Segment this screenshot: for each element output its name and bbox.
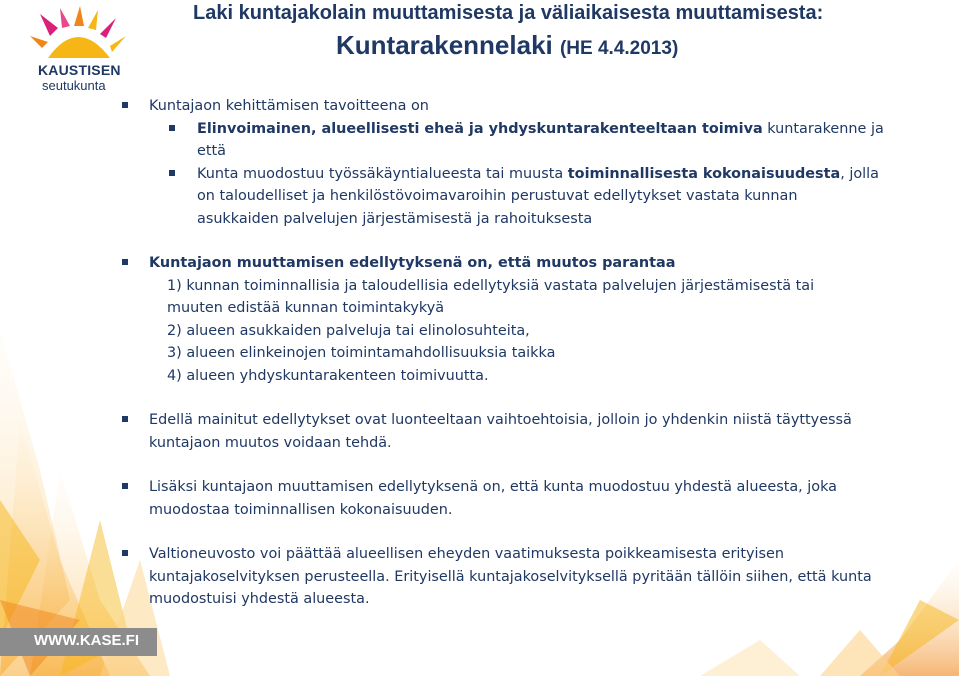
- bullet-1-sub-1: [120, 118, 900, 163]
- bullet-1-sub-2-bold: toiminnallisesta kokonaisuudesta: [567, 165, 841, 182]
- bullet-3-text: Edellä mainitut edellytykset ovat luonteeltaan vaihtoehtoisia, jolloin jo yhdenkin niistä täyttyessä kuntajaon muutos voidaan tehdä.: [149, 412, 852, 451]
- title-sub: (HE 4.4.2013): [559, 38, 679, 59]
- slide-title-line1: Laki kuntajakolain muuttamisesta ja väliaikaisesta muuttamisesta:: [193, 2, 824, 24]
- bullet-4: [120, 476, 900, 521]
- bullet-2-line-4: 3) alueen elinkeinojen toimintamahdollisuuksia taikka: [167, 345, 556, 361]
- bullet-2-heading: Kuntajaon muuttamisen edellytyksenä on, että muutos parantaa: [149, 255, 676, 271]
- bullet-2-line-2: muuten edistää kunnan toimintakykyä: [167, 300, 445, 316]
- logo-text-seutukunta: seutukunta: [42, 78, 106, 93]
- bullet-5-text: Valtioneuvosto voi päättää alueellisen eheyden vaatimuksesta poikkeamisesta erityisen kuntajakoselvityksen perusteella. Erityisellä kuntajakoselvityksellä pyritään tällöin siihen, että kunta muodostuisi yhdestä alueesta.: [149, 546, 872, 607]
- bullet-2-line-1: 1) kunnan toiminnallisia ja taloudellisia edellytyksiä vastata palvelujen järjestämisestä tai: [167, 277, 815, 294]
- bullet-1-sub-2-cont2: asukkaiden palvelujen järjestämisestä ja rahoituksesta: [197, 210, 593, 227]
- bullet-1-sub-2-b: , jolla: [840, 165, 879, 182]
- bullet-1-sub-2-cont1: on taloudelliset ja henkilöstövoimavaroihin perustuvat edellytykset vastata kunnan: [197, 188, 798, 204]
- bullet-1-sub-2-a: Kunta muodostuu työssäkäyntialueesta tai muusta: [197, 165, 568, 182]
- footer-url-link[interactable]: WWW.KASE.FI: [34, 632, 139, 649]
- bullet-3: [120, 409, 900, 454]
- bullet-2: [120, 252, 900, 275]
- slide-content: [120, 95, 900, 611]
- bullet-4-text: Lisäksi kuntajaon muuttamisen edellytyksenä on, että kunta muodostuu yhdestä alueesta, joka muodostaa toiminnallisen kokonaisuuden.: [149, 479, 838, 518]
- logo-text-kaustisen: KAUSTISEN: [38, 62, 121, 78]
- slide-title-line2: [336, 30, 896, 61]
- sun-flame-icon: [30, 6, 126, 58]
- bullet-5: [120, 543, 900, 611]
- bullet-2-body: [120, 275, 900, 388]
- bullet-1: [120, 95, 900, 118]
- bullet-1-sub-2: [120, 163, 900, 231]
- bullet-2-line-3: 2) alueen asukkaiden palveluja tai elinolosuhteita,: [167, 322, 530, 339]
- bullet-1-text: Kuntajaon kehittämisen tavoitteena on: [149, 98, 429, 114]
- bullet-2-line-5: 4) alueen yhdyskuntarakenteen toimivuutta.: [167, 367, 489, 384]
- footer-url-box: [0, 628, 157, 656]
- bullet-1-sub-1-rest: kuntarakenne ja että: [197, 120, 884, 159]
- bullet-1-sub-1-bold: Elinvoimainen, alueellisesti eheä ja yhdyskuntarakenteeltaan toimiva: [197, 120, 763, 137]
- title-main: Kuntarakennelaki: [336, 30, 553, 60]
